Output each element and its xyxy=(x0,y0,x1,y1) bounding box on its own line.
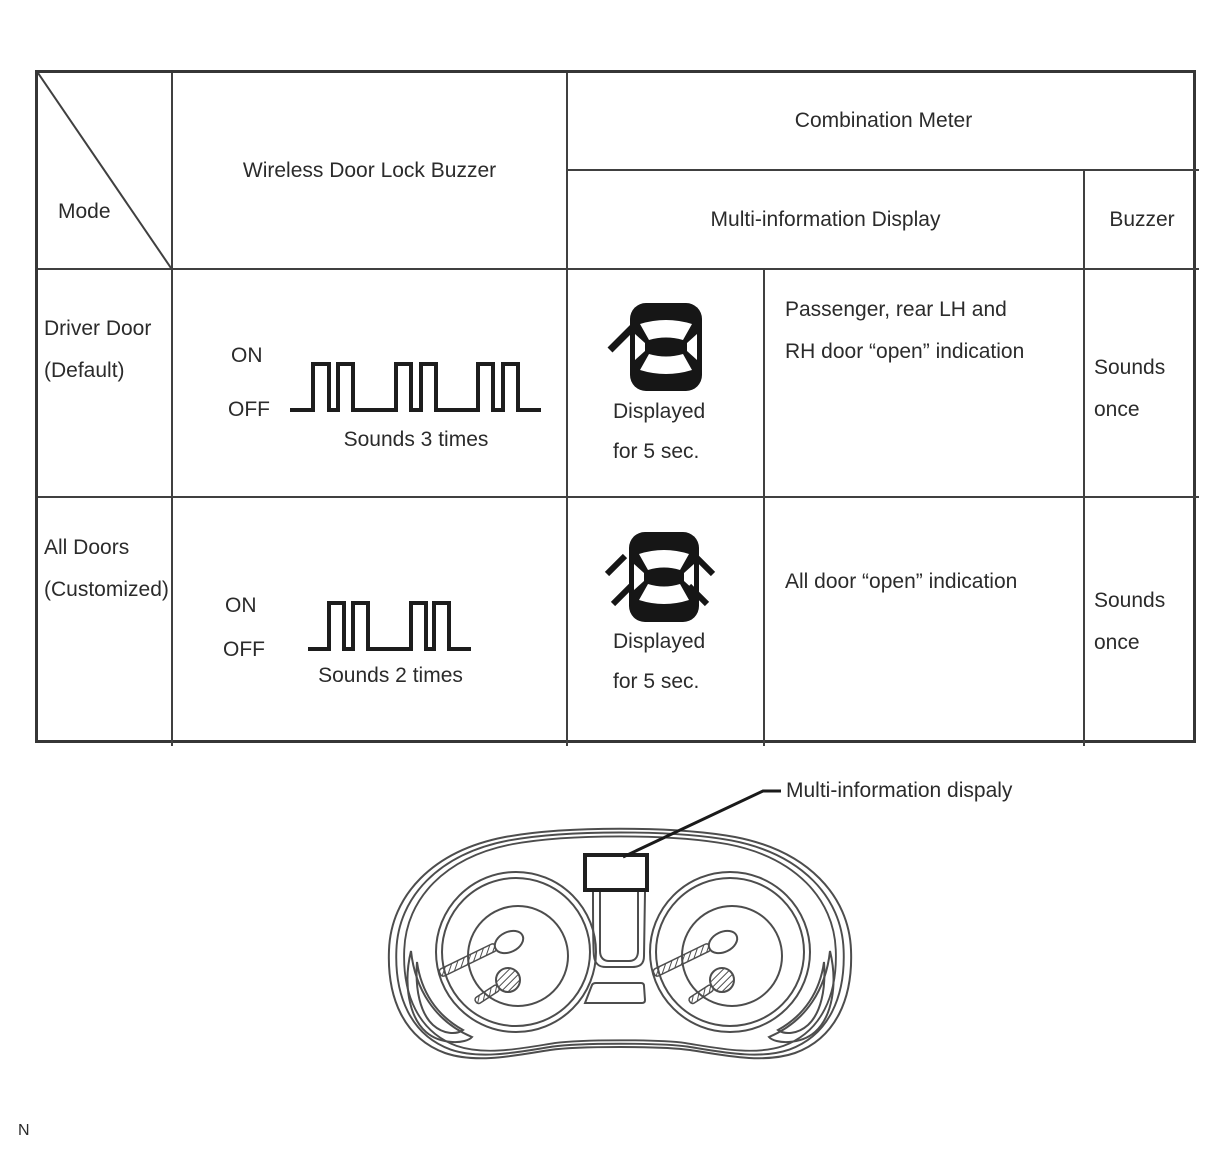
row1-display-caption1: Displayed xyxy=(613,400,706,423)
combination-meter-illustration xyxy=(370,772,870,1072)
row1-sounds-label: Sounds 3 times xyxy=(343,428,489,451)
page-footnote-mark: N xyxy=(18,1122,30,1139)
row1-on-label: ON xyxy=(231,344,263,367)
right-gauge-dial xyxy=(650,872,810,1032)
row2-buzzer-line2: once xyxy=(1094,631,1140,654)
row2-display-cell xyxy=(568,498,765,746)
row2-buzzer-line1: Sounds xyxy=(1094,589,1166,612)
row1-buzzer-line1: Sounds xyxy=(1094,356,1166,379)
row1-display-cell xyxy=(568,270,765,498)
cluster-housing-outline xyxy=(389,829,851,1058)
left-gauge-dial xyxy=(436,872,596,1032)
row1-indication-line2: RH door “open” indication xyxy=(785,340,1025,363)
row2-indication-line1: All door “open” indication xyxy=(785,570,1018,593)
row1-buzzer-waveform-cell xyxy=(173,270,568,498)
row1-buzzer-result-cell xyxy=(1085,270,1199,498)
row2-on-label: ON xyxy=(225,594,257,617)
buzzer-mode-table xyxy=(35,70,1196,743)
multi-info-display-rect xyxy=(585,855,647,890)
diagonal-divider xyxy=(38,73,171,268)
right-gauge-needle xyxy=(652,926,740,1004)
header-cell-multi-info xyxy=(568,171,1085,270)
wireless-header-label: Wireless Door Lock Buzzer xyxy=(242,158,497,182)
buzzer-header-label: Buzzer xyxy=(1109,207,1175,231)
row2-mode-cell xyxy=(38,498,173,746)
row2-display-caption1: Displayed xyxy=(613,630,706,653)
row2-buzzer-result-cell xyxy=(1085,498,1199,746)
header-cell-mode xyxy=(38,73,173,270)
row2-mode-line1: All Doors xyxy=(44,536,130,559)
car-driver-door-open-icon xyxy=(606,294,706,398)
center-console-lines xyxy=(585,892,645,1003)
row2-display-caption2: for 5 sec. xyxy=(613,670,700,693)
row1-off-label: OFF xyxy=(228,398,270,421)
multi-info-display-callout-label: Multi-information dispaly xyxy=(786,779,1013,802)
row2-off-label: OFF xyxy=(223,638,265,661)
header-cell-wireless xyxy=(173,73,568,270)
buzzer-waveform-2-times xyxy=(303,597,478,657)
row2-sounds-label: Sounds 2 times xyxy=(318,664,463,687)
buzzer-waveform-3-times xyxy=(286,357,546,417)
row1-indication-line1: Passenger, rear LH and xyxy=(785,298,1007,321)
header-cell-combination-meter xyxy=(568,73,1199,171)
multi-info-header-label: Multi-information Display xyxy=(710,207,941,231)
row1-mode-cell xyxy=(38,270,173,498)
mode-header-label: Mode xyxy=(58,200,111,223)
row1-mode-line2: (Default) xyxy=(44,359,125,382)
row1-indication-cell xyxy=(765,270,1085,498)
row1-mode-line1: Driver Door xyxy=(44,317,152,340)
row2-buzzer-waveform-cell xyxy=(173,498,568,746)
row1-buzzer-line2: once xyxy=(1094,398,1140,421)
header-cell-buzzer xyxy=(1085,171,1199,270)
right-corner-pod xyxy=(769,951,834,1042)
row2-indication-cell xyxy=(765,498,1085,746)
row2-mode-line2: (Customized) xyxy=(44,578,169,601)
combination-meter-label: Combination Meter xyxy=(794,109,973,133)
left-gauge-needle xyxy=(438,926,526,1004)
row1-display-caption2: for 5 sec. xyxy=(613,440,700,463)
car-all-doors-open-icon xyxy=(601,528,719,626)
